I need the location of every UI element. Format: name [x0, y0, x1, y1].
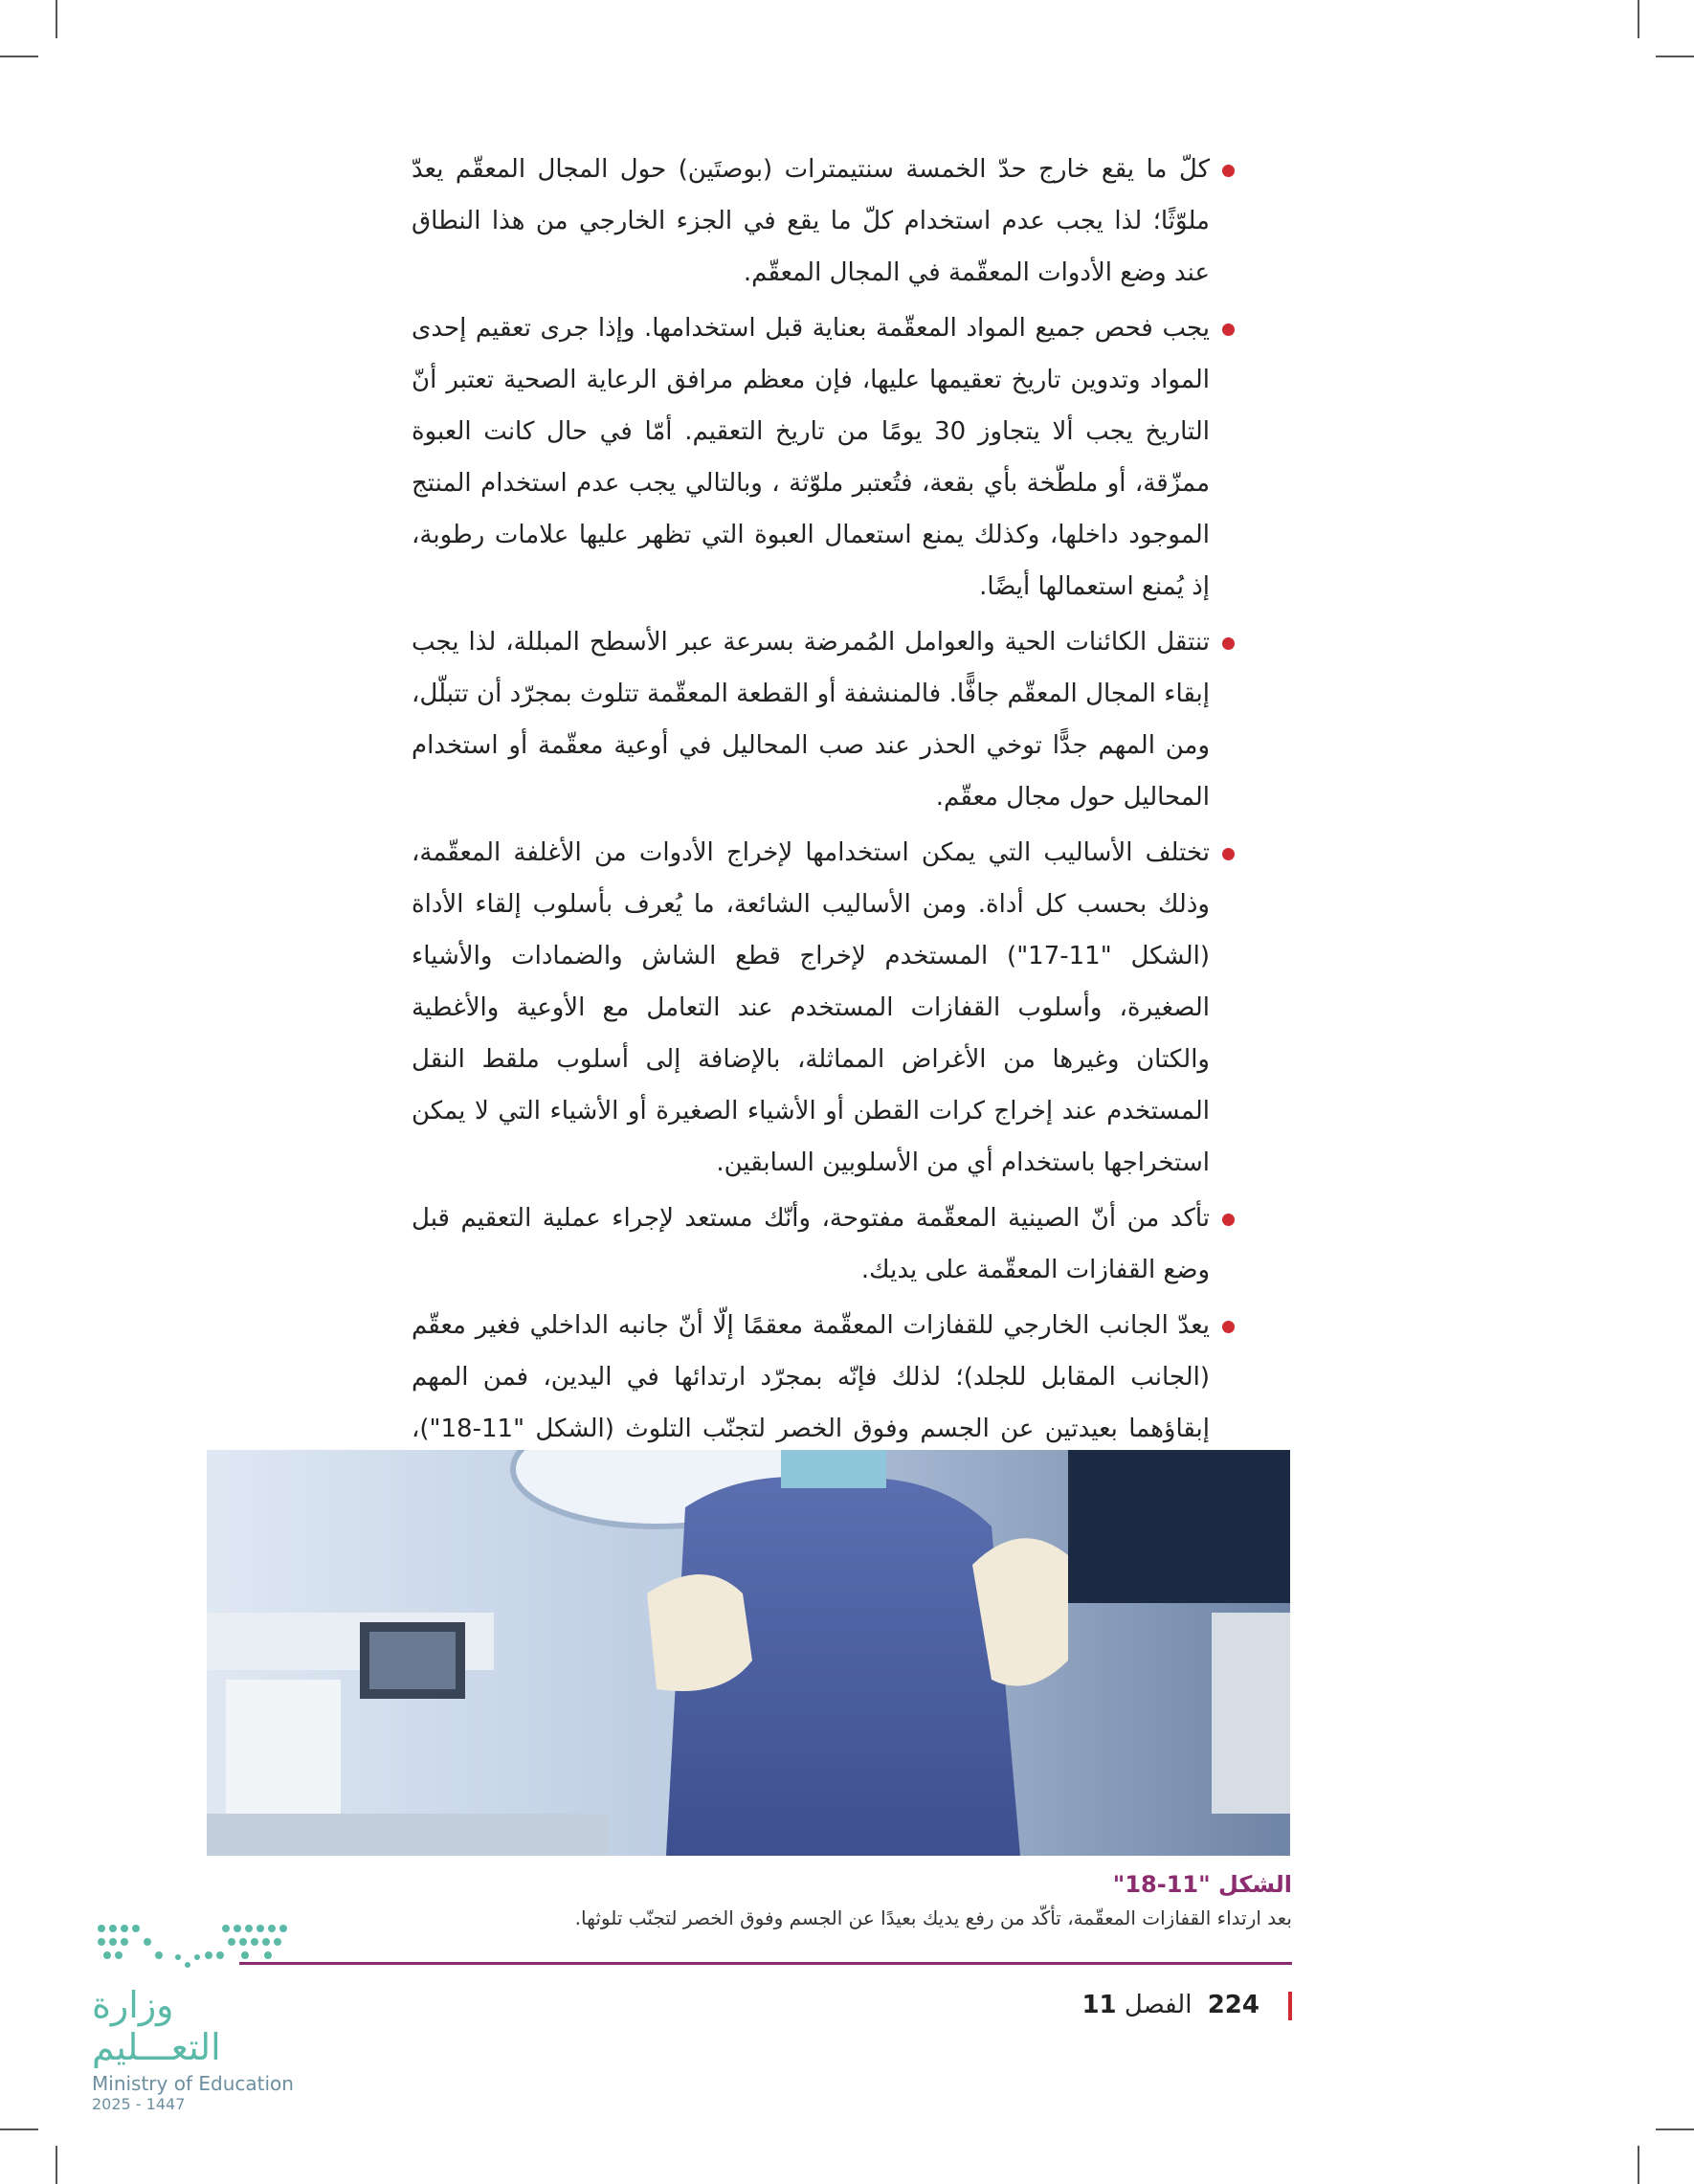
bullet-icon [1222, 637, 1235, 650]
figure-caption-title: الشكل "11-18" [1112, 1871, 1292, 1898]
bullet-text: يعدّ الجانب الخارجي للقفازات المعقّمة معقمًا إلّا أنّ جانبه الداخلي فغير معقّم (الجانب المقابل للجلد)؛ لذلك فإنّه بمجرّد ارتدائها في اليدين، فمن المهم إبقاؤهما بعيدتين عن الجسم وفوق الخصر لتجنّب التلوث (الشكل "11-18")، [412, 1311, 1210, 1443]
figure-caption-text: بعد ارتداء القفازات المعقّمة، تأكّد من رفع يديك بعيدًا عن الجسم وفوق الخصر لتجنّب تلوثها. [574, 1906, 1292, 1929]
caption-divider [239, 1962, 1292, 1965]
body-text [412, 144, 1235, 1510]
bullet-icon [1222, 323, 1235, 336]
page-number: 224 [1207, 1991, 1259, 2019]
crop-mark [1638, 0, 1639, 38]
ministry-logo [92, 1919, 312, 2113]
logo-english-text: Ministry of Education [92, 2072, 294, 2095]
list-item [412, 144, 1235, 299]
crop-mark [0, 56, 38, 57]
bullet-text: كلّ ما يقع خارج حدّ الخمسة سنتيمترات (بوصتَين) حول المجال المعقّم يعدّ ملوّثًا؛ لذا يجب عدم استخدام كلّ ما يقع في الجزء الخارجي من هذا النطاق عند وضع الأدوات المعقّمة في المجال المعقّم. [412, 155, 1210, 287]
surgeon-photo [207, 1450, 1290, 1856]
bullet-text: تختلف الأساليب التي يمكن استخدامها لإخراج الأدوات من الأغلفة المعقّمة، وذلك بحسب كل أداة. ومن الأساليب الشائعة، ما يُعرف بأسلوب إلقاء الأداة (الشكل "11-17") المستخدم لإخراج قطع الشاش والضمادات والأشياء الصغيرة، وأسلوب القفازات المستخدم عند التعامل مع الأوعية والأغطية والكتان وغيرها من الأغراض المماثلة، بالإضافة إلى أسلوب ملقط النقل المستخدم عند إخراج كرات القطن أو الأشياء الصغيرة أو الأشياء التي لا يمكن استخراجها باستخدام أي من الأسلوبين السابقين. [412, 838, 1210, 1177]
chapter-number: 11 [1081, 1991, 1117, 2019]
list-item [412, 616, 1235, 823]
bullet-icon [1222, 165, 1235, 177]
crop-mark [1656, 2128, 1694, 2130]
list-item [412, 827, 1235, 1189]
logo-year: 2025 - 1447 [92, 2095, 186, 2113]
logo-dots-icon [92, 1919, 302, 1976]
bullet-text: يجب فحص جميع المواد المعقّمة بعناية قبل استخدامها. وإذا جرى تعقيم إحدى المواد وتدوين تاريخ تعقيمها عليها، فإن معظم مرافق الرعاية الصحية تعتبر أنّ التاريخ يجب ألا يتجاوز 30 يومًا من تاريخ التعقيم. أمّا في حال كانت العبوة ممزّقة، أو ملطّخة بأي بقعة، فتُعتبر ملوّثة ، وبالتالي يجب عدم استخدام المنتج الموجود داخلها، وكذلك يمنع استعمال العبوة التي تظهر عليها علامات رطوبة، إذ يُمنع استعمالها أيضًا. [412, 314, 1210, 601]
crop-mark [1638, 2146, 1639, 2184]
logo-arabic-text: وزارة التعـــليم [92, 1984, 221, 2068]
footer-bar [1288, 1992, 1292, 2020]
list-item [412, 1192, 1235, 1296]
bullet-icon [1222, 1214, 1235, 1226]
crop-mark [1656, 56, 1694, 57]
bullet-icon [1222, 848, 1235, 860]
crop-mark [0, 2128, 38, 2130]
chapter-label: الفصل [1124, 1991, 1192, 2019]
bullet-text: تنتقل الكائنات الحية والعوامل المُمرضة بسرعة عبر الأسطح المبللة، لذا يجب إبقاء المجال المعقّم جافًّا. فالمنشفة أو القطعة المعقّمة تتلوث بمجرّد أن تتبلّل، ومن المهم جدًّا توخي الحذر عند صب المحاليل في أوعية معقّمة أو استخدام المحاليل حول مجال معقّم. [412, 628, 1210, 812]
bullet-icon [1222, 1321, 1235, 1333]
crop-mark [56, 2146, 57, 2184]
page-footer [1081, 1991, 1292, 2020]
crop-mark [56, 0, 57, 38]
list-item [412, 302, 1235, 613]
bullet-text: تأكد من أنّ الصينية المعقّمة مفتوحة، وأنّك مستعد لإجراء عملية التعقيم قبل وضع القفازات المعقّمة على يديك. [412, 1204, 1210, 1284]
